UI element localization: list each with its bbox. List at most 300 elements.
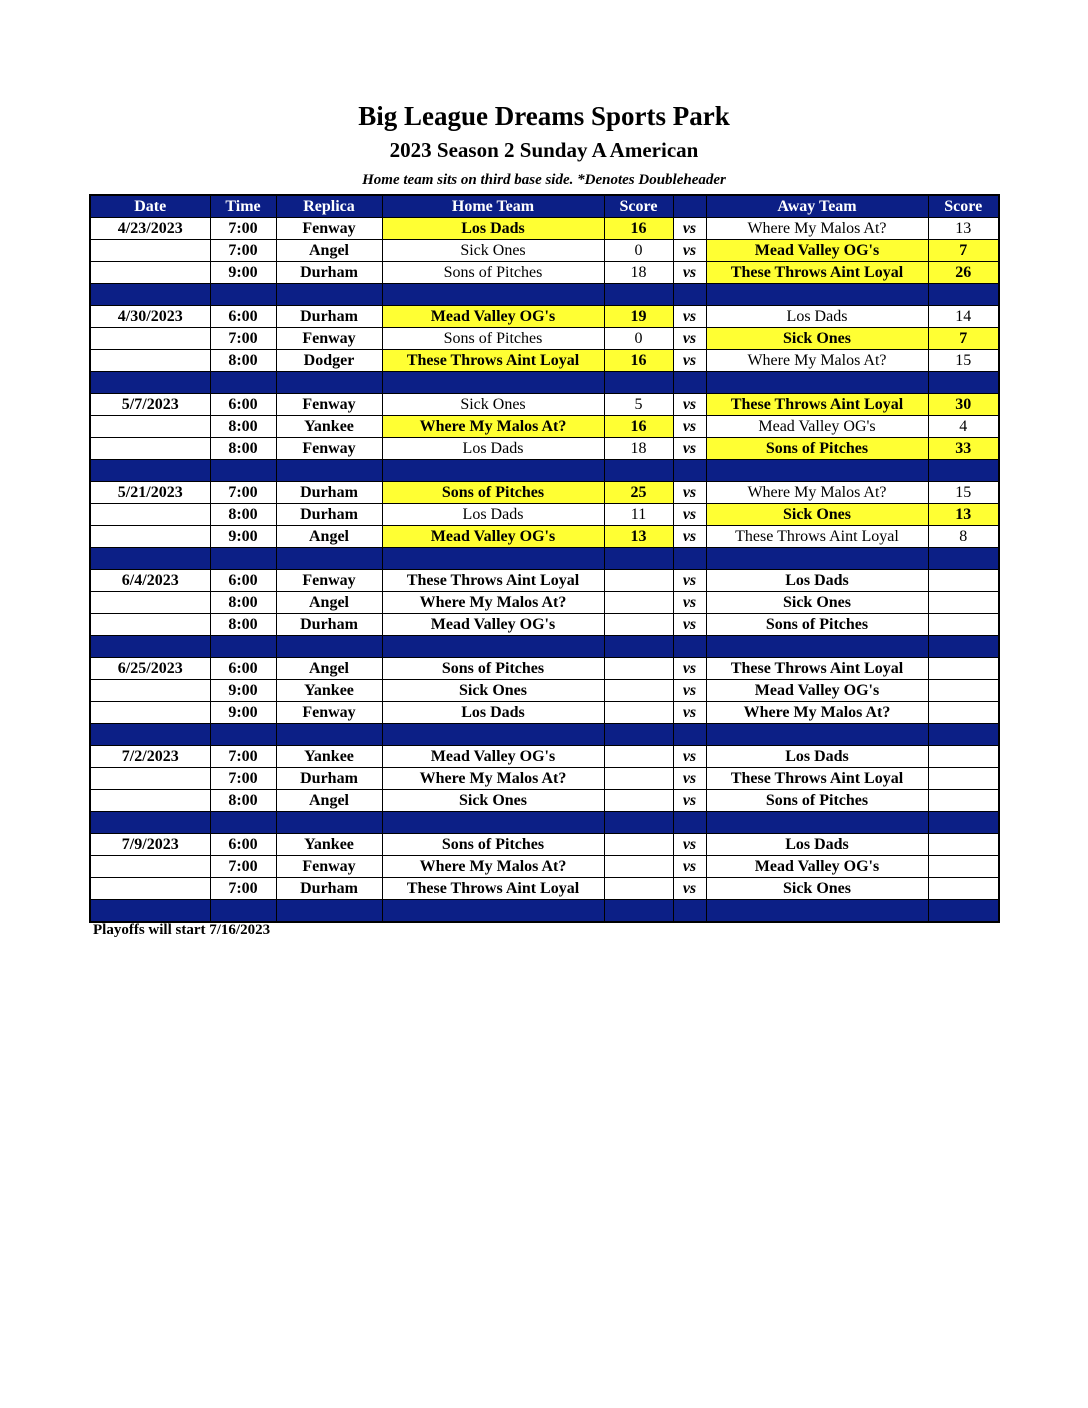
- game-row: [90, 306, 999, 328]
- home-score: 16: [604, 416, 673, 438]
- home-score: 18: [604, 438, 673, 460]
- separator-cell: [928, 900, 999, 923]
- header-vs: [673, 195, 706, 218]
- away-score: [928, 856, 999, 878]
- separator-cell: [276, 812, 382, 834]
- separator-cell: [210, 900, 276, 923]
- home-team: These Throws Aint Loyal: [382, 878, 604, 900]
- header-date: Date: [90, 195, 210, 218]
- home-team: Where My Malos At?: [382, 768, 604, 790]
- away-score: 33: [928, 438, 999, 460]
- home-score: [604, 834, 673, 856]
- away-score: 15: [928, 350, 999, 372]
- game-time: 7:00: [210, 768, 276, 790]
- separator-cell: [706, 548, 928, 570]
- game-row: [90, 438, 999, 460]
- header-away-team: Away Team: [706, 195, 928, 218]
- game-row: [90, 504, 999, 526]
- vs-label: vs: [673, 790, 706, 812]
- game-date: [90, 856, 210, 878]
- home-team: These Throws Aint Loyal: [382, 350, 604, 372]
- header-replica: Replica: [276, 195, 382, 218]
- vs-label: vs: [673, 878, 706, 900]
- away-score: [928, 614, 999, 636]
- vs-label: vs: [673, 482, 706, 504]
- game-time: 8:00: [210, 790, 276, 812]
- separator-cell: [382, 548, 604, 570]
- playoffs-note: Playoffs will start 7/16/2023: [93, 922, 271, 938]
- home-score: [604, 790, 673, 812]
- home-team: Los Dads: [382, 218, 604, 240]
- separator-cell: [604, 636, 673, 658]
- home-team: Sick Ones: [382, 394, 604, 416]
- game-time: 9:00: [210, 680, 276, 702]
- home-score: 16: [604, 218, 673, 240]
- home-score: 0: [604, 328, 673, 350]
- home-team-note: Home team sits on third base side. *Denotes Doubleheader: [362, 172, 726, 188]
- game-date: 4/23/2023: [90, 218, 210, 240]
- home-score: [604, 702, 673, 724]
- game-time: 8:00: [210, 438, 276, 460]
- home-team: Mead Valley OG's: [382, 306, 604, 328]
- game-time: 7:00: [210, 878, 276, 900]
- game-time: 8:00: [210, 504, 276, 526]
- game-date: 7/2/2023: [90, 746, 210, 768]
- game-replica: Fenway: [276, 570, 382, 592]
- home-score: [604, 746, 673, 768]
- separator-cell: [276, 548, 382, 570]
- game-row: [90, 680, 999, 702]
- home-score: 16: [604, 350, 673, 372]
- vs-label: vs: [673, 834, 706, 856]
- separator-cell: [210, 812, 276, 834]
- vs-label: vs: [673, 394, 706, 416]
- home-team: Mead Valley OG's: [382, 614, 604, 636]
- away-score: [928, 592, 999, 614]
- game-row: [90, 658, 999, 680]
- separator-cell: [673, 372, 706, 394]
- game-date: [90, 328, 210, 350]
- game-row: [90, 614, 999, 636]
- away-score: 14: [928, 306, 999, 328]
- separator-cell: [382, 372, 604, 394]
- vs-label: vs: [673, 658, 706, 680]
- away-score: 30: [928, 394, 999, 416]
- home-score: [604, 878, 673, 900]
- game-replica: Durham: [276, 504, 382, 526]
- separator-cell: [928, 284, 999, 306]
- away-score: 7: [928, 240, 999, 262]
- away-team: Sons of Pitches: [706, 790, 928, 812]
- away-team: Los Dads: [706, 834, 928, 856]
- vs-label: vs: [673, 328, 706, 350]
- vs-label: vs: [673, 746, 706, 768]
- away-team: These Throws Aint Loyal: [706, 526, 928, 548]
- week-separator: [90, 812, 999, 834]
- game-time: 6:00: [210, 570, 276, 592]
- separator-cell: [90, 812, 210, 834]
- separator-cell: [90, 636, 210, 658]
- away-score: 13: [928, 218, 999, 240]
- separator-cell: [276, 372, 382, 394]
- header-home-score: Score: [604, 195, 673, 218]
- away-score: 13: [928, 504, 999, 526]
- vs-label: vs: [673, 504, 706, 526]
- week-separator: [90, 284, 999, 306]
- separator-cell: [928, 636, 999, 658]
- separator-cell: [382, 460, 604, 482]
- game-time: 8:00: [210, 416, 276, 438]
- separator-cell: [604, 812, 673, 834]
- game-replica: Angel: [276, 658, 382, 680]
- away-team: Los Dads: [706, 306, 928, 328]
- away-score: [928, 680, 999, 702]
- home-team: Sick Ones: [382, 680, 604, 702]
- home-score: 18: [604, 262, 673, 284]
- game-date: [90, 702, 210, 724]
- game-row: [90, 328, 999, 350]
- vs-label: vs: [673, 570, 706, 592]
- game-row: [90, 262, 999, 284]
- separator-cell: [382, 900, 604, 923]
- separator-cell: [928, 812, 999, 834]
- game-row: [90, 768, 999, 790]
- home-score: 11: [604, 504, 673, 526]
- away-team: Sons of Pitches: [706, 438, 928, 460]
- separator-cell: [706, 284, 928, 306]
- game-replica: Yankee: [276, 416, 382, 438]
- away-score: 15: [928, 482, 999, 504]
- vs-label: vs: [673, 240, 706, 262]
- home-team: Where My Malos At?: [382, 416, 604, 438]
- separator-cell: [604, 548, 673, 570]
- game-time: 9:00: [210, 262, 276, 284]
- separator-cell: [382, 812, 604, 834]
- away-score: 8: [928, 526, 999, 548]
- game-date: [90, 790, 210, 812]
- home-score: 5: [604, 394, 673, 416]
- vs-label: vs: [673, 768, 706, 790]
- away-team: Los Dads: [706, 570, 928, 592]
- away-score: [928, 834, 999, 856]
- separator-cell: [706, 636, 928, 658]
- game-time: 6:00: [210, 658, 276, 680]
- game-replica: Dodger: [276, 350, 382, 372]
- separator-cell: [706, 372, 928, 394]
- week-separator: [90, 548, 999, 570]
- home-team: Los Dads: [382, 702, 604, 724]
- separator-cell: [210, 460, 276, 482]
- header-home-team: Home Team: [382, 195, 604, 218]
- separator-cell: [928, 724, 999, 746]
- game-time: 7:00: [210, 328, 276, 350]
- away-score: 26: [928, 262, 999, 284]
- separator-cell: [276, 284, 382, 306]
- home-team: Sons of Pitches: [382, 834, 604, 856]
- page-title: Big League Dreams Sports Park: [358, 101, 730, 131]
- away-score: [928, 790, 999, 812]
- game-replica: Fenway: [276, 328, 382, 350]
- game-date: [90, 240, 210, 262]
- game-row: [90, 746, 999, 768]
- away-team: Mead Valley OG's: [706, 416, 928, 438]
- home-team: Los Dads: [382, 438, 604, 460]
- game-time: 8:00: [210, 592, 276, 614]
- week-separator: [90, 724, 999, 746]
- away-team: Mead Valley OG's: [706, 680, 928, 702]
- game-replica: Durham: [276, 482, 382, 504]
- game-row: [90, 482, 999, 504]
- vs-label: vs: [673, 592, 706, 614]
- game-time: 8:00: [210, 350, 276, 372]
- separator-cell: [706, 460, 928, 482]
- game-row: [90, 570, 999, 592]
- separator-cell: [604, 372, 673, 394]
- game-row: [90, 394, 999, 416]
- vs-label: vs: [673, 526, 706, 548]
- game-date: [90, 768, 210, 790]
- separator-cell: [673, 460, 706, 482]
- game-date: [90, 680, 210, 702]
- away-team: These Throws Aint Loyal: [706, 658, 928, 680]
- home-team: Sick Ones: [382, 240, 604, 262]
- away-team: Sick Ones: [706, 504, 928, 526]
- game-date: [90, 350, 210, 372]
- game-date: 7/9/2023: [90, 834, 210, 856]
- week-separator: [90, 460, 999, 482]
- separator-cell: [673, 812, 706, 834]
- away-team: Where My Malos At?: [706, 482, 928, 504]
- away-team: Where My Malos At?: [706, 350, 928, 372]
- game-date: [90, 878, 210, 900]
- game-replica: Angel: [276, 526, 382, 548]
- away-team: These Throws Aint Loyal: [706, 262, 928, 284]
- separator-cell: [928, 372, 999, 394]
- game-row: [90, 526, 999, 548]
- game-date: [90, 416, 210, 438]
- vs-label: vs: [673, 702, 706, 724]
- game-row: [90, 592, 999, 614]
- vs-label: vs: [673, 680, 706, 702]
- game-date: [90, 438, 210, 460]
- separator-cell: [673, 548, 706, 570]
- separator-cell: [276, 900, 382, 923]
- separator-cell: [90, 724, 210, 746]
- separator-cell: [90, 460, 210, 482]
- header-away-score: Score: [928, 195, 999, 218]
- separator-cell: [673, 724, 706, 746]
- game-date: [90, 504, 210, 526]
- game-row: [90, 790, 999, 812]
- game-row: [90, 218, 999, 240]
- game-date: [90, 614, 210, 636]
- vs-label: vs: [673, 614, 706, 636]
- home-team: Sons of Pitches: [382, 262, 604, 284]
- away-score: [928, 878, 999, 900]
- away-team: Sick Ones: [706, 878, 928, 900]
- separator-cell: [604, 724, 673, 746]
- game-replica: Angel: [276, 592, 382, 614]
- game-replica: Durham: [276, 262, 382, 284]
- away-score: 4: [928, 416, 999, 438]
- separator-cell: [210, 724, 276, 746]
- home-team: Where My Malos At?: [382, 856, 604, 878]
- home-score: 19: [604, 306, 673, 328]
- separator-cell: [210, 636, 276, 658]
- separator-cell: [706, 812, 928, 834]
- game-time: 7:00: [210, 218, 276, 240]
- home-team: Mead Valley OG's: [382, 526, 604, 548]
- home-score: [604, 570, 673, 592]
- game-row: [90, 416, 999, 438]
- week-separator: [90, 372, 999, 394]
- schedule-table: [89, 194, 1000, 923]
- game-row: [90, 878, 999, 900]
- separator-cell: [673, 284, 706, 306]
- separator-cell: [382, 636, 604, 658]
- vs-label: vs: [673, 438, 706, 460]
- season-subtitle: 2023 Season 2 Sunday A American: [389, 138, 699, 162]
- away-team: These Throws Aint Loyal: [706, 394, 928, 416]
- away-score: [928, 570, 999, 592]
- separator-cell: [276, 460, 382, 482]
- game-row: [90, 350, 999, 372]
- away-score: [928, 658, 999, 680]
- game-time: 9:00: [210, 702, 276, 724]
- home-team: Where My Malos At?: [382, 592, 604, 614]
- separator-cell: [604, 460, 673, 482]
- game-date: 5/7/2023: [90, 394, 210, 416]
- away-team: Sick Ones: [706, 592, 928, 614]
- game-time: 7:00: [210, 856, 276, 878]
- separator-cell: [673, 900, 706, 923]
- game-time: 6:00: [210, 394, 276, 416]
- away-score: [928, 768, 999, 790]
- game-date: 6/25/2023: [90, 658, 210, 680]
- away-team: Sons of Pitches: [706, 614, 928, 636]
- separator-cell: [210, 548, 276, 570]
- vs-label: vs: [673, 350, 706, 372]
- away-score: [928, 746, 999, 768]
- home-score: 0: [604, 240, 673, 262]
- home-score: 13: [604, 526, 673, 548]
- separator-cell: [604, 284, 673, 306]
- separator-cell: [210, 372, 276, 394]
- week-separator: [90, 636, 999, 658]
- game-replica: Angel: [276, 240, 382, 262]
- vs-label: vs: [673, 262, 706, 284]
- away-team: Sick Ones: [706, 328, 928, 350]
- game-replica: Yankee: [276, 680, 382, 702]
- game-time: 6:00: [210, 306, 276, 328]
- game-replica: Fenway: [276, 856, 382, 878]
- header-time: Time: [210, 195, 276, 218]
- game-time: 7:00: [210, 482, 276, 504]
- game-date: 6/4/2023: [90, 570, 210, 592]
- game-replica: Fenway: [276, 702, 382, 724]
- game-row: [90, 856, 999, 878]
- game-time: 6:00: [210, 834, 276, 856]
- separator-cell: [382, 284, 604, 306]
- game-date: [90, 592, 210, 614]
- game-replica: Durham: [276, 614, 382, 636]
- separator-cell: [928, 548, 999, 570]
- home-team: Sons of Pitches: [382, 328, 604, 350]
- game-replica: Angel: [276, 790, 382, 812]
- game-replica: Fenway: [276, 394, 382, 416]
- vs-label: vs: [673, 218, 706, 240]
- game-replica: Yankee: [276, 746, 382, 768]
- separator-cell: [604, 900, 673, 923]
- game-time: 7:00: [210, 240, 276, 262]
- game-replica: Durham: [276, 878, 382, 900]
- home-score: [604, 614, 673, 636]
- home-team: These Throws Aint Loyal: [382, 570, 604, 592]
- separator-cell: [706, 724, 928, 746]
- home-score: [604, 658, 673, 680]
- home-team: Mead Valley OG's: [382, 746, 604, 768]
- home-score: [604, 856, 673, 878]
- schedule-body: [90, 218, 999, 923]
- separator-cell: [706, 900, 928, 923]
- game-time: 8:00: [210, 614, 276, 636]
- home-team: Sick Ones: [382, 790, 604, 812]
- away-score: 7: [928, 328, 999, 350]
- game-row: [90, 702, 999, 724]
- separator-cell: [90, 372, 210, 394]
- home-score: [604, 768, 673, 790]
- home-score: [604, 592, 673, 614]
- game-replica: Fenway: [276, 218, 382, 240]
- game-time: 7:00: [210, 746, 276, 768]
- game-time: 9:00: [210, 526, 276, 548]
- away-team: Los Dads: [706, 746, 928, 768]
- vs-label: vs: [673, 416, 706, 438]
- separator-cell: [928, 460, 999, 482]
- game-replica: Durham: [276, 306, 382, 328]
- game-date: 4/30/2023: [90, 306, 210, 328]
- separator-cell: [382, 724, 604, 746]
- separator-cell: [90, 284, 210, 306]
- away-score: [928, 702, 999, 724]
- home-team: Sons of Pitches: [382, 482, 604, 504]
- vs-label: vs: [673, 306, 706, 328]
- home-team: Los Dads: [382, 504, 604, 526]
- week-separator: [90, 900, 999, 923]
- separator-cell: [210, 284, 276, 306]
- away-team: These Throws Aint Loyal: [706, 768, 928, 790]
- separator-cell: [276, 724, 382, 746]
- separator-cell: [276, 636, 382, 658]
- away-team: Where My Malos At?: [706, 218, 928, 240]
- home-score: 25: [604, 482, 673, 504]
- away-team: Mead Valley OG's: [706, 856, 928, 878]
- game-row: [90, 240, 999, 262]
- game-row: [90, 834, 999, 856]
- separator-cell: [90, 548, 210, 570]
- header-row: [90, 195, 999, 218]
- home-team: Sons of Pitches: [382, 658, 604, 680]
- vs-label: vs: [673, 856, 706, 878]
- separator-cell: [673, 636, 706, 658]
- game-replica: Fenway: [276, 438, 382, 460]
- game-replica: Yankee: [276, 834, 382, 856]
- away-team: Mead Valley OG's: [706, 240, 928, 262]
- home-score: [604, 680, 673, 702]
- game-date: 5/21/2023: [90, 482, 210, 504]
- game-date: [90, 262, 210, 284]
- separator-cell: [90, 900, 210, 923]
